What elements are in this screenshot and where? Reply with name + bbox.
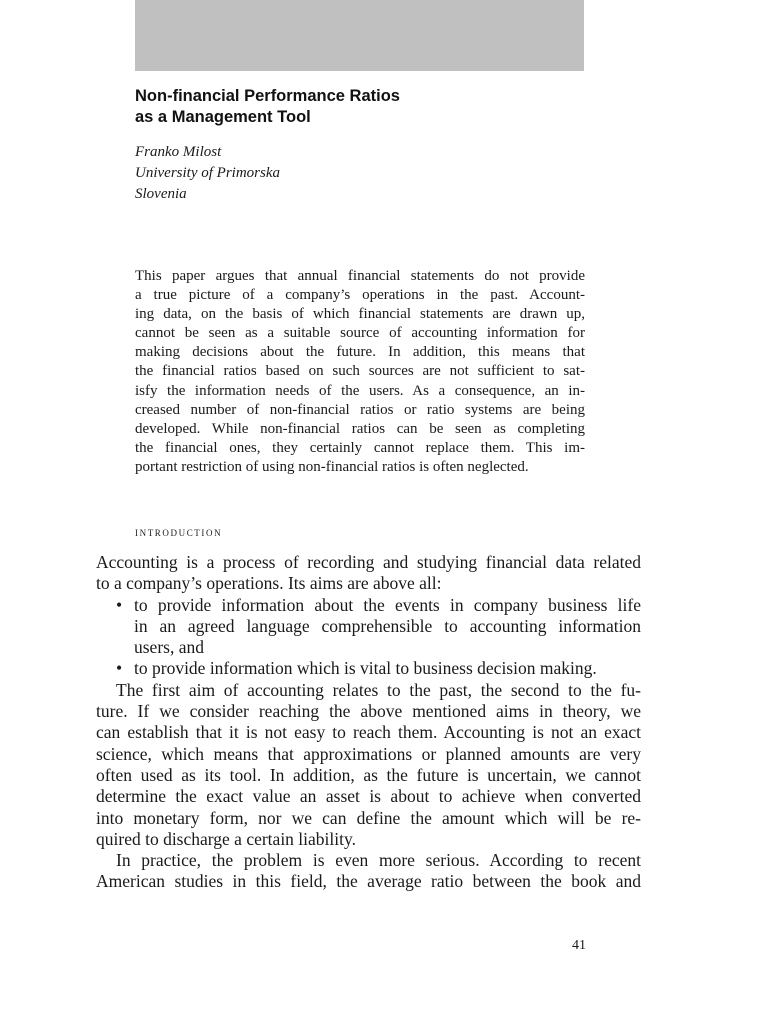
body-line: into monetary form, nor we can define the amount which will be re- (96, 807, 641, 828)
page-number: 41 (572, 938, 586, 953)
bullet-item (96, 595, 641, 616)
title-line: as a Management Tool (135, 108, 311, 126)
abstract-line: the financial ones, they certainly cannot replace them. This im- (135, 439, 585, 456)
body-line: often used as its tool. In addition, as the future is uncertain, we cannot (96, 764, 641, 785)
bullet-icon: • (116, 594, 123, 615)
abstract (135, 267, 585, 477)
body-line: determine the exact value an asset is about to achieve when converted (96, 786, 641, 807)
body-line: In practice, the problem is even more serious. According to recent (116, 850, 641, 871)
abstract-line: making decisions about the future. In addition, this means that (135, 344, 585, 361)
body-line: American studies in this field, the average ratio between the book and (96, 871, 641, 892)
author-block (135, 142, 585, 205)
abstract-line: developed. While non-financial ratios can be seen as completing (135, 420, 585, 437)
body-line: quired to discharge a certain liability. (96, 828, 356, 849)
title-line: Non-financial Performance Ratios (135, 87, 400, 105)
abstract-line: portant restriction of using non-financial ratios is often neglected. (135, 458, 529, 475)
abstract-line: ing data, on the basis of which financial statements are drawn up, (135, 306, 585, 323)
bullet-item (96, 658, 641, 679)
abstract-line: This paper argues that annual financial statements do not provide (135, 268, 585, 284)
header-gray-band (135, 0, 584, 71)
abstract-line: isfy the information needs of the users. As a consequence, an in- (135, 382, 585, 399)
bullet-line: in an agreed language comprehensible to accounting information (134, 615, 641, 636)
author-country: Slovenia (135, 186, 187, 202)
bullet-icon: • (116, 658, 123, 679)
abstract-line: cannot be seen as a suitable source of accounting information for (135, 325, 585, 342)
body-line: ture. If we consider reaching the above mentioned aims in theory, we (96, 701, 641, 722)
section-heading: introduction (135, 524, 223, 539)
abstract-line: creased number of non-financial ratios or ratio systems are being (135, 401, 585, 418)
author-name: Franko Milost (135, 144, 222, 160)
body-line: science, which means that approximations or planned amounts are very (96, 743, 641, 764)
body-line: to a company’s operations. Its aims are above all: (96, 573, 442, 594)
author-affiliation: University of Primorska (135, 165, 280, 181)
bullet-line: users, and (134, 637, 204, 658)
body-line: can establish that it is not easy to reach them. Accounting is not an exact (96, 722, 641, 743)
body-line: The first aim of accounting relates to the past, the second to the fu- (116, 679, 641, 700)
body-line: Accounting is a process of recording and studying financial data related (96, 552, 641, 572)
article-title (135, 86, 585, 128)
bullet-text: to provide information about the events in company business life (134, 594, 641, 615)
body-text (96, 552, 641, 893)
bullet-text: to provide information which is vital to business decision making. (134, 658, 597, 679)
abstract-line: a true picture of a company’s operations in the past. Account- (135, 287, 585, 304)
abstract-line: the financial ratios based on such sources are not sufficient to sat- (135, 363, 585, 380)
